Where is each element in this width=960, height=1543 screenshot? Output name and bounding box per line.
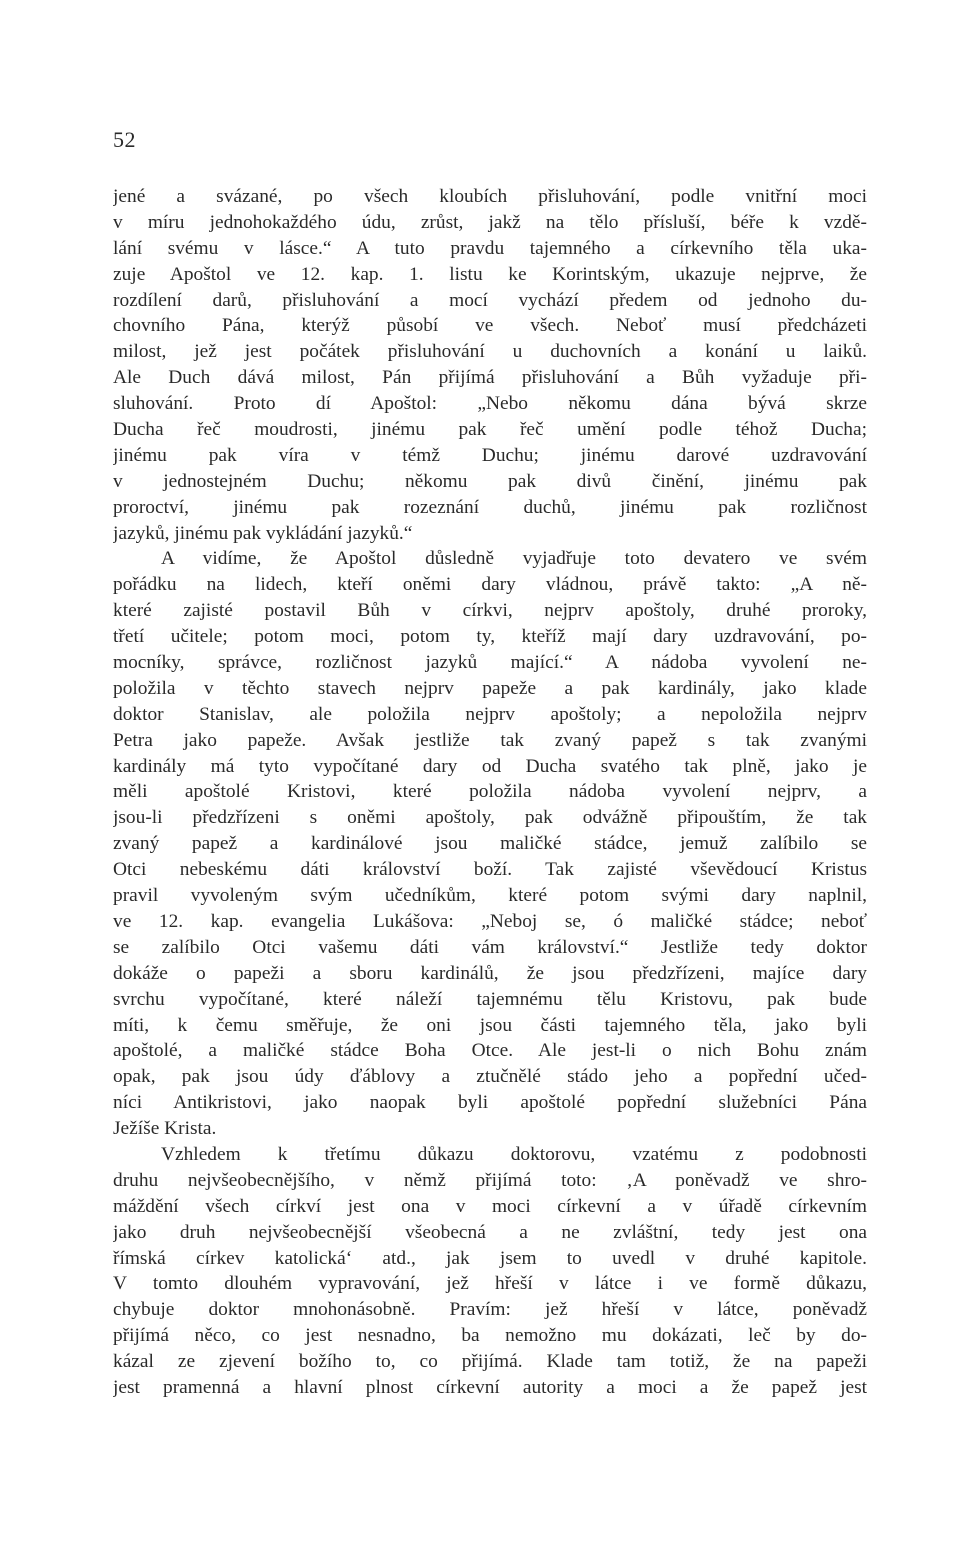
text-line: doktor Stanislav, ale položila nejprv apoštoly; a nepoložila nejprv — [113, 703, 867, 725]
text-line: zuje Apoštol ve 12. kap. 1. listu ke Korintským, ukazuje nejprve, že — [113, 263, 867, 285]
text-line: zvaný papež a kardinálové jsou maličké stádce, jemuž zalíbilo se — [113, 833, 867, 855]
text-line: Vzhledem k třetímu důkazu doktorovu, vzatému z podobnosti — [161, 1143, 867, 1165]
text-line: kardinály má tyto vypočítané dary od Ducha svatého tak plně, jako je — [113, 755, 867, 777]
text-line: jest pramenná a hlavní plnost církevní autority a moci a že papež jest — [113, 1376, 867, 1398]
text-line: měli apoštolé Kristovi, které položila nádoba vyvolení nejprv, a — [113, 781, 867, 803]
text-line: jené a svázané, po všech kloubích přisluhování, podle vnitřní moci — [113, 186, 867, 207]
text-line: A vidíme, že Apoštol důsledně vyjadřuje toto devatero ve svém — [161, 548, 867, 570]
body-text — [113, 184, 867, 1401]
text-line: opak, pak jsou údy ďáblovy a ztučnělé stádo jeho a popřední učed- — [113, 1066, 867, 1088]
text-line: Ježíše Krista. — [113, 1118, 217, 1140]
text-line: ve 12. kap. evangelia Lukášova: „Neboj se, ó maličké stádce; neboť — [113, 910, 867, 932]
text-line: Ducha řeč moudrosti, jinému pak řeč umění podle téhož Ducha; — [113, 419, 867, 441]
text-line: se zalíbilo Otci vašemu dáti vám království.“ Jestliže tedy doktor — [113, 936, 867, 958]
text-line: mocníky, správce, rozličnost jazyků mající.“ A nádoba vyvolení ne- — [113, 652, 867, 674]
text-line: milost, jež jest počátek přisluhování u duchovních a konání u laiků. — [113, 341, 867, 363]
text-line: Ale Duch dává milost, Pán přijímá přisluhování a Bůh vyžaduje při- — [113, 367, 867, 389]
text-line: Petra jako papeže. Avšak jestliže tak zvaný papež s tak zvanými — [113, 729, 867, 751]
text-line: níci Antikristovi, jako naopak byli apoštolé popřední služebníci Pána — [113, 1092, 867, 1114]
text-line: V tomto dlouhém vypravování, jež hřeší v látce i ve formě důkazu, — [113, 1273, 867, 1295]
text-line: v jednostejném Duchu; někomu pak divů činění, jinému pak — [113, 470, 867, 492]
text-line: pravil vyvoleným svým učedníkům, které potom svými dary naplnil, — [113, 885, 867, 907]
text-line: třetí učitele; potom moci, potom ty, kteříž mají dary uzdravování, po- — [113, 626, 867, 648]
text-line: jazyků, jinému pak vykládání jazyků.“ — [113, 522, 413, 544]
text-line: míti, k čemu směřuje, že oni jsou části tajemného těla, jako byli — [113, 1014, 867, 1036]
text-line: chybuje doktor mnohonásobně. Pravím: jež hřeší v látce, poněvadž — [113, 1299, 867, 1321]
text-line: chovního Pána, kterýž působí ve všech. Neboť musí předcházeti — [113, 315, 867, 337]
text-line: druhu nejvšeobecnějšího, v němž přijímá toto: ‚A poněvadž ve shro- — [113, 1169, 867, 1191]
text-line: kázal ze zjevení božího to, co přijímá. Klade tam totiž, že na papeži — [113, 1351, 867, 1373]
text-line: apoštolé, a maličké stádce Boha Otce. Ale jest-li o nich Bohu znám — [113, 1040, 867, 1062]
text-line: v míru jednohokaždého údu, zrůst, jakž na tělo přísluší, béře k vzdě- — [113, 211, 867, 233]
text-line: jako druh nejvšeobecnější všeobecná a ne zvláštní, tedy jest ona — [113, 1221, 867, 1243]
page-number: 52 — [113, 127, 136, 152]
text-line: lání svému v lásce.“ A tuto pravdu tajemného a církevního těla uka- — [113, 237, 867, 259]
text-line: římská církev katolická‘ atd., jak jsem to uvedl v druhé kapitole. — [113, 1247, 867, 1269]
text-line: jinému pak víra v témž Duchu; jinému darové uzdravování — [113, 444, 867, 466]
text-line: položila v těchto stavech nejprv papeže a pak kardinály, jako klade — [113, 677, 867, 699]
text-line: sluhování. Proto dí Apoštol: „Nebo někomu dána bývá skrze — [113, 393, 867, 415]
text-line: jsou-li předzřízeni s oněmi apoštoly, pak odvážně připouštím, že tak — [113, 807, 867, 829]
text-line: máždění všech církví jest ona v moci církevní a v úřadě církevním — [113, 1195, 867, 1217]
text-line: Otci nebeskému dáti království boží. Tak zajisté vševědoucí Kristus — [113, 859, 867, 881]
text-line: rozdílení darů, přisluhování a mocí vychází předem od jednoho du- — [113, 289, 867, 311]
text-line: dokáže o papeži a sboru kardinálů, že jsou předzřízeni, majíce dary — [113, 962, 867, 984]
text-line: přijímá něco, co jest nesnadno, ba nemožno mu dokázati, leč by do- — [113, 1325, 867, 1347]
text-line: svrchu vypočítané, které náleží tajemnému tělu Kristovu, pak bude — [113, 988, 867, 1010]
text-line: pořádku na lidech, kteří oněmi dary vládnou, právě takto: „A ně- — [113, 574, 867, 596]
text-line: které zajisté postavil Bůh v církvi, nejprv apoštoly, druhé proroky, — [113, 600, 867, 622]
text-line: proroctví, jinému pak rozeznání duchů, jinému pak rozličnost — [113, 496, 867, 518]
